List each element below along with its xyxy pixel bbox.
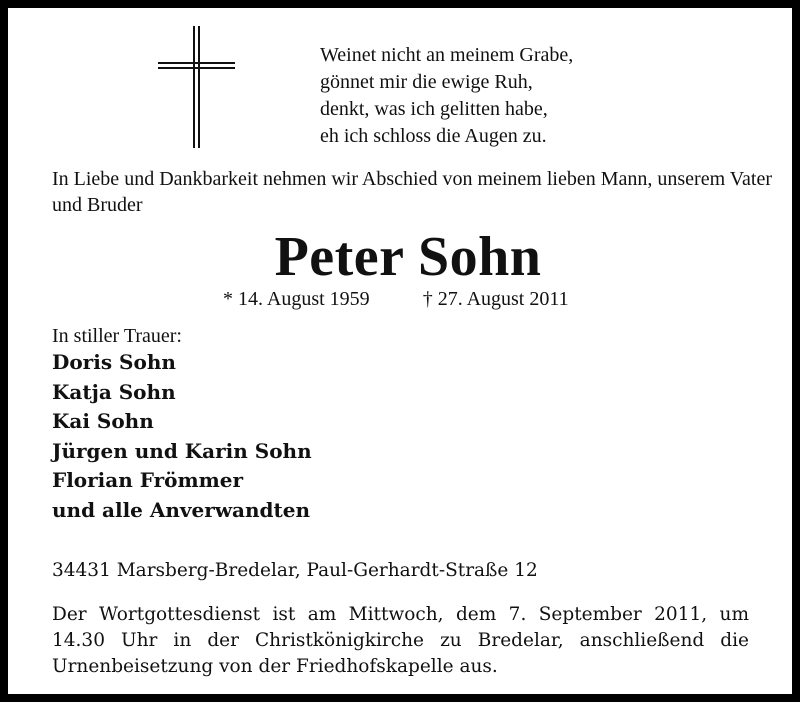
mourner: und alle Anverwandten <box>52 497 311 522</box>
birth-date: * 14. August 1959 <box>223 288 370 310</box>
mourner: Jürgen und Karin Sohn <box>52 438 312 463</box>
life-dates <box>223 286 569 312</box>
mourner: Katja Sohn <box>52 379 176 404</box>
intro-text: In Liebe und Dankbarkeit nehmen wir Abschied von meinem lieben Mann, unserem Vater und Bruder <box>52 168 772 216</box>
mourner: Doris Sohn <box>52 350 176 374</box>
mourners-list <box>52 348 312 525</box>
poem-line: eh ich schloss die Augen zu. <box>320 125 547 147</box>
address: 34431 Marsberg-Bredelar, Paul-Gerhardt-Straße 12 <box>52 560 538 581</box>
mourner: Kai Sohn <box>52 409 154 433</box>
poem-line: denkt, was ich gelitten habe, <box>320 98 548 120</box>
service-info: Der Wortgottesdienst ist am Mittwoch, dem 7. September 2011, um 14.30 Uhr in der Christkönigkirche zu Bredelar, anschließend die Urnenbeisetzung von der Friedhofskapelle aus. <box>52 604 749 677</box>
mourning-label: In stiller Trauer: <box>52 325 182 347</box>
poem <box>320 42 573 150</box>
cross-icon <box>158 26 236 150</box>
mourner: Florian Frömmer <box>52 468 244 492</box>
poem-line: Weinet nicht an meinem Grabe, <box>320 44 574 66</box>
poem-line: gönnet mir die ewige Ruh, <box>320 71 533 93</box>
deceased-name: Peter Sohn <box>274 226 542 288</box>
death-date: † 27. August 2011 <box>422 288 569 310</box>
